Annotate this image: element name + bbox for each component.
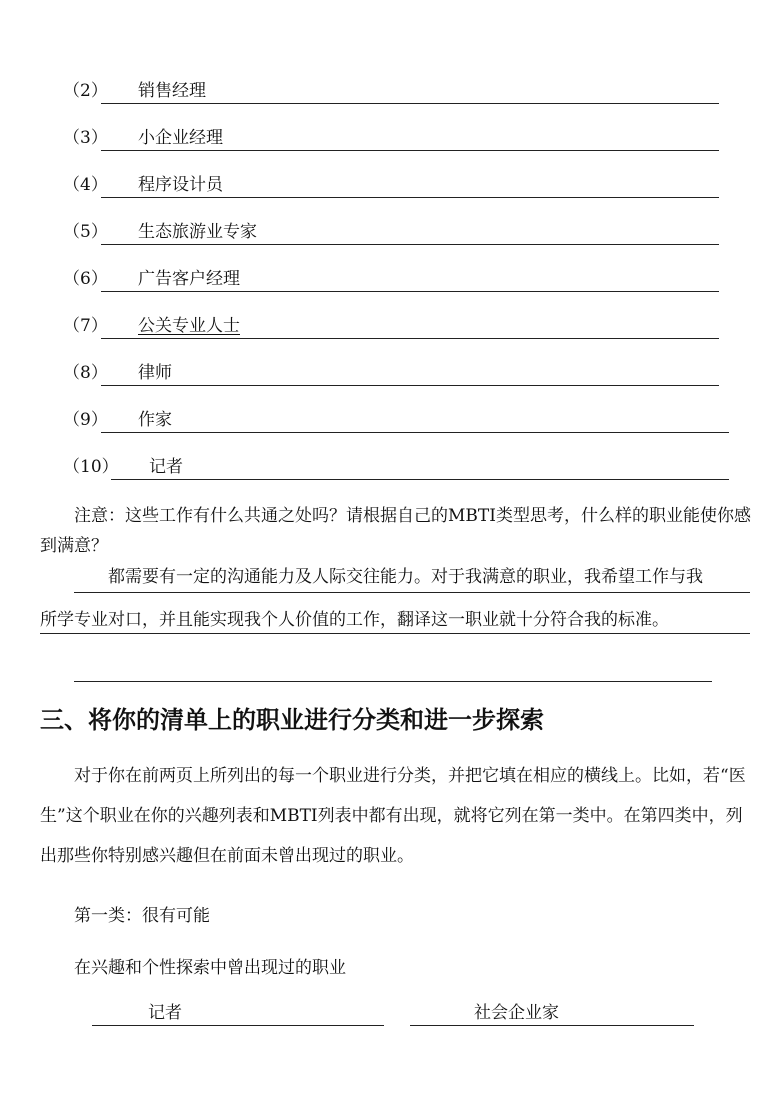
item-number: （6）	[63, 269, 108, 289]
item-number: （8）	[63, 363, 108, 383]
answer-line-1: 都需要有一定的沟通能力及人际交往能力。对于我满意的职业，我希望工作与我	[108, 567, 703, 587]
item-number: （2）	[63, 81, 108, 101]
item-number: （3）	[63, 128, 108, 148]
item-number: （7）	[63, 316, 108, 336]
item-number: （4）	[63, 175, 108, 195]
answer-underline	[74, 681, 712, 682]
item-number: （9）	[63, 410, 108, 430]
category-description: 在兴趣和个性探索中曾出现过的职业	[74, 958, 346, 978]
fill-line	[101, 385, 719, 386]
item-text: 程序设计员	[138, 175, 223, 195]
item-text: 生态旅游业专家	[138, 222, 257, 242]
item-text: 销售经理	[138, 81, 206, 101]
fill-line	[101, 432, 729, 433]
answer-line-2: 所学专业对口，并且能实现我个人价值的工作，翻译这一职业就十分符合我的标准。	[40, 610, 669, 630]
item-number: （5）	[63, 222, 108, 242]
item-text: 律师	[138, 363, 172, 383]
item-text: 小企业经理	[138, 128, 223, 148]
note-question: 注意：这些工作有什么共通之处吗？请根据自己的MBTI类型思考，什么样的职业能使你感到满意？	[40, 506, 751, 556]
category-title: 第一类：很有可能	[74, 906, 210, 926]
item-number: （10）	[63, 457, 119, 477]
section-paragraph: 对于你在前两页上所列出的每一个职业进行分类，并把它填在相应的横线上。比如，若“医生”这个职业在你的兴趣列表和MBTI列表中都有出现，就将它列在第一类中。在第四类中，列出那些你特别感兴趣但在前面未曾出现过的职业。	[40, 766, 746, 866]
entry-text: 社会企业家	[474, 1003, 559, 1023]
item-text: 作家	[138, 410, 172, 430]
fill-line	[111, 479, 729, 480]
entry-text: 记者	[148, 1003, 182, 1023]
item-text: 公关专业人士	[138, 316, 240, 336]
item-text: 记者	[149, 457, 183, 477]
item-text: 广告客户经理	[138, 269, 240, 289]
entry-fill-line	[92, 1025, 384, 1026]
section-heading: 三、将你的清单上的职业进行分类和进一步探索	[40, 706, 544, 734]
